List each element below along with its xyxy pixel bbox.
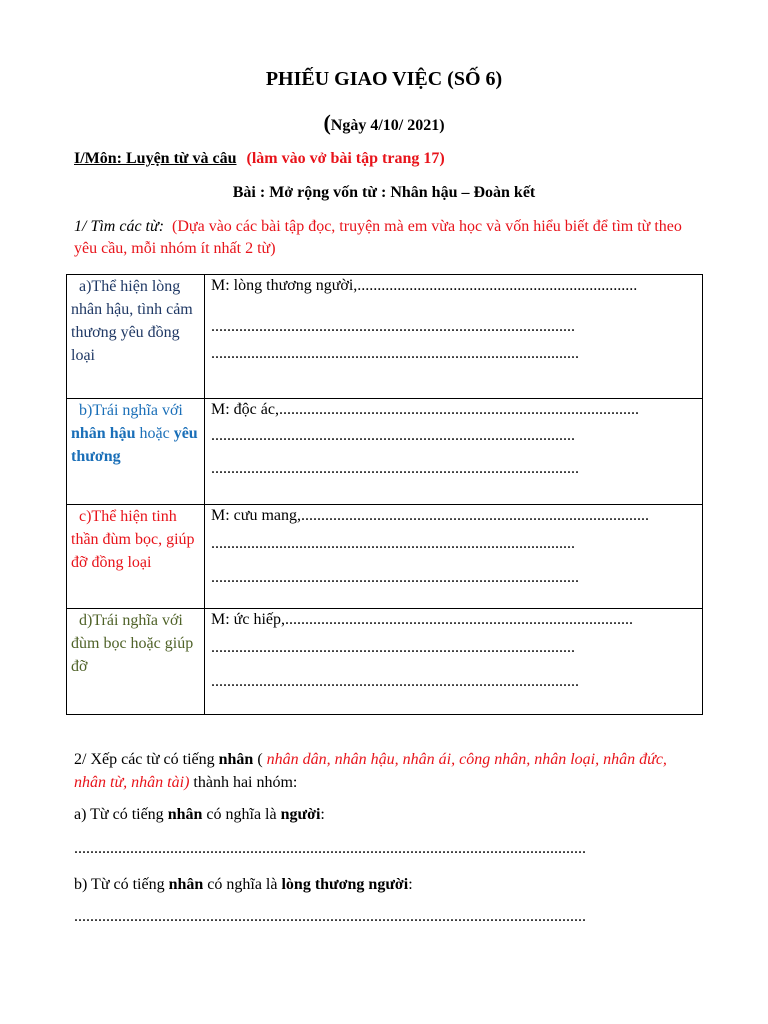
row-d-answer[interactable]: [205, 609, 703, 715]
row-a-label: a)Thể hiện lòng nhân hậu, tình cảm thương yêu đồng loại: [67, 275, 205, 399]
row-d-line: ............................................................................................: [211, 673, 579, 690]
part-a-answer-line[interactable]: ................................................................................................................................: [74, 840, 586, 857]
row-d-example: M: ức hiếp,.......................................................................................: [211, 611, 633, 628]
row-b-line: ............................................................................................: [211, 460, 579, 477]
row-b-answer[interactable]: [205, 399, 703, 505]
row-a-example: M: lòng thương người,......................................................................: [211, 277, 638, 294]
task1-instruction: [74, 216, 694, 260]
task1-label: 1/ Tìm các từ:: [74, 218, 165, 235]
row-b-line: ...........................................................................................: [211, 427, 575, 444]
row-a-answer[interactable]: [205, 275, 703, 399]
row-b-example: M: độc ác,..........................................................................................: [211, 401, 639, 418]
part-b-answer-line[interactable]: ................................................................................................................................: [74, 908, 586, 925]
row-c-label: c)Thể hiện tinh thần đùm bọc, giúp đỡ đồng loại: [67, 505, 205, 609]
word-table: [66, 274, 703, 715]
worksheet-title: PHIẾU GIAO VIỆC (SỐ 6): [265, 68, 503, 90]
row-d-line: ...........................................................................................: [211, 639, 575, 656]
subject-line: [74, 150, 445, 168]
table-row: [67, 609, 703, 715]
table-row: [67, 505, 703, 609]
row-b-label: b)Trái nghĩa với nhân hậu hoặc yêu thương: [67, 399, 205, 505]
part-b-prompt: b) Từ có tiếng nhân có nghĩa là lòng thương người:: [74, 876, 413, 893]
row-a-line: ...........................................................................................: [211, 318, 575, 335]
subject-note: (làm vào vở bài tập trang 17): [246, 150, 445, 167]
task2-instruction: 2/ Xếp các từ có tiếng nhân ( nhân dân, nhân hậu, nhân ái, công nhân, nhân loại, nhân đức, nhân từ, nhân tài) thành hai nhóm:: [74, 751, 667, 791]
row-c-line: ............................................................................................: [211, 569, 579, 586]
date-open-paren: (: [323, 110, 331, 135]
row-c-answer[interactable]: [205, 505, 703, 609]
subject-label: I/Môn: Luyện từ và câu: [74, 150, 237, 167]
worksheet-date: [0, 110, 768, 136]
row-c-example: M: cưu mang,.......................................................................................: [211, 507, 649, 524]
part-a-prompt: a) Từ có tiếng nhân có nghĩa là người:: [74, 806, 325, 823]
table-row: [67, 275, 703, 399]
row-d-label: d)Trái nghĩa với đùm bọc hoặc giúp đỡ: [67, 609, 205, 715]
date-text: Ngày 4/10/ 2021): [330, 117, 445, 134]
task2-word-list: nhân dân, nhân hậu, nhân ái, công nhân, nhân loại, nhân đức, nhân từ, nhân tài): [74, 751, 667, 791]
task1-note: (Dựa vào các bài tập đọc, truyện mà em vừa học và vốn hiểu biết để tìm từ theo yêu cầu, mỗi nhóm ít nhất 2 từ): [74, 218, 682, 257]
table-row: [67, 399, 703, 505]
row-a-line: ............................................................................................: [211, 345, 579, 362]
lesson-heading: Bài : Mở rộng vốn từ : Nhân hậu – Đoàn kết: [232, 184, 536, 201]
row-c-line: ...........................................................................................: [211, 535, 575, 552]
